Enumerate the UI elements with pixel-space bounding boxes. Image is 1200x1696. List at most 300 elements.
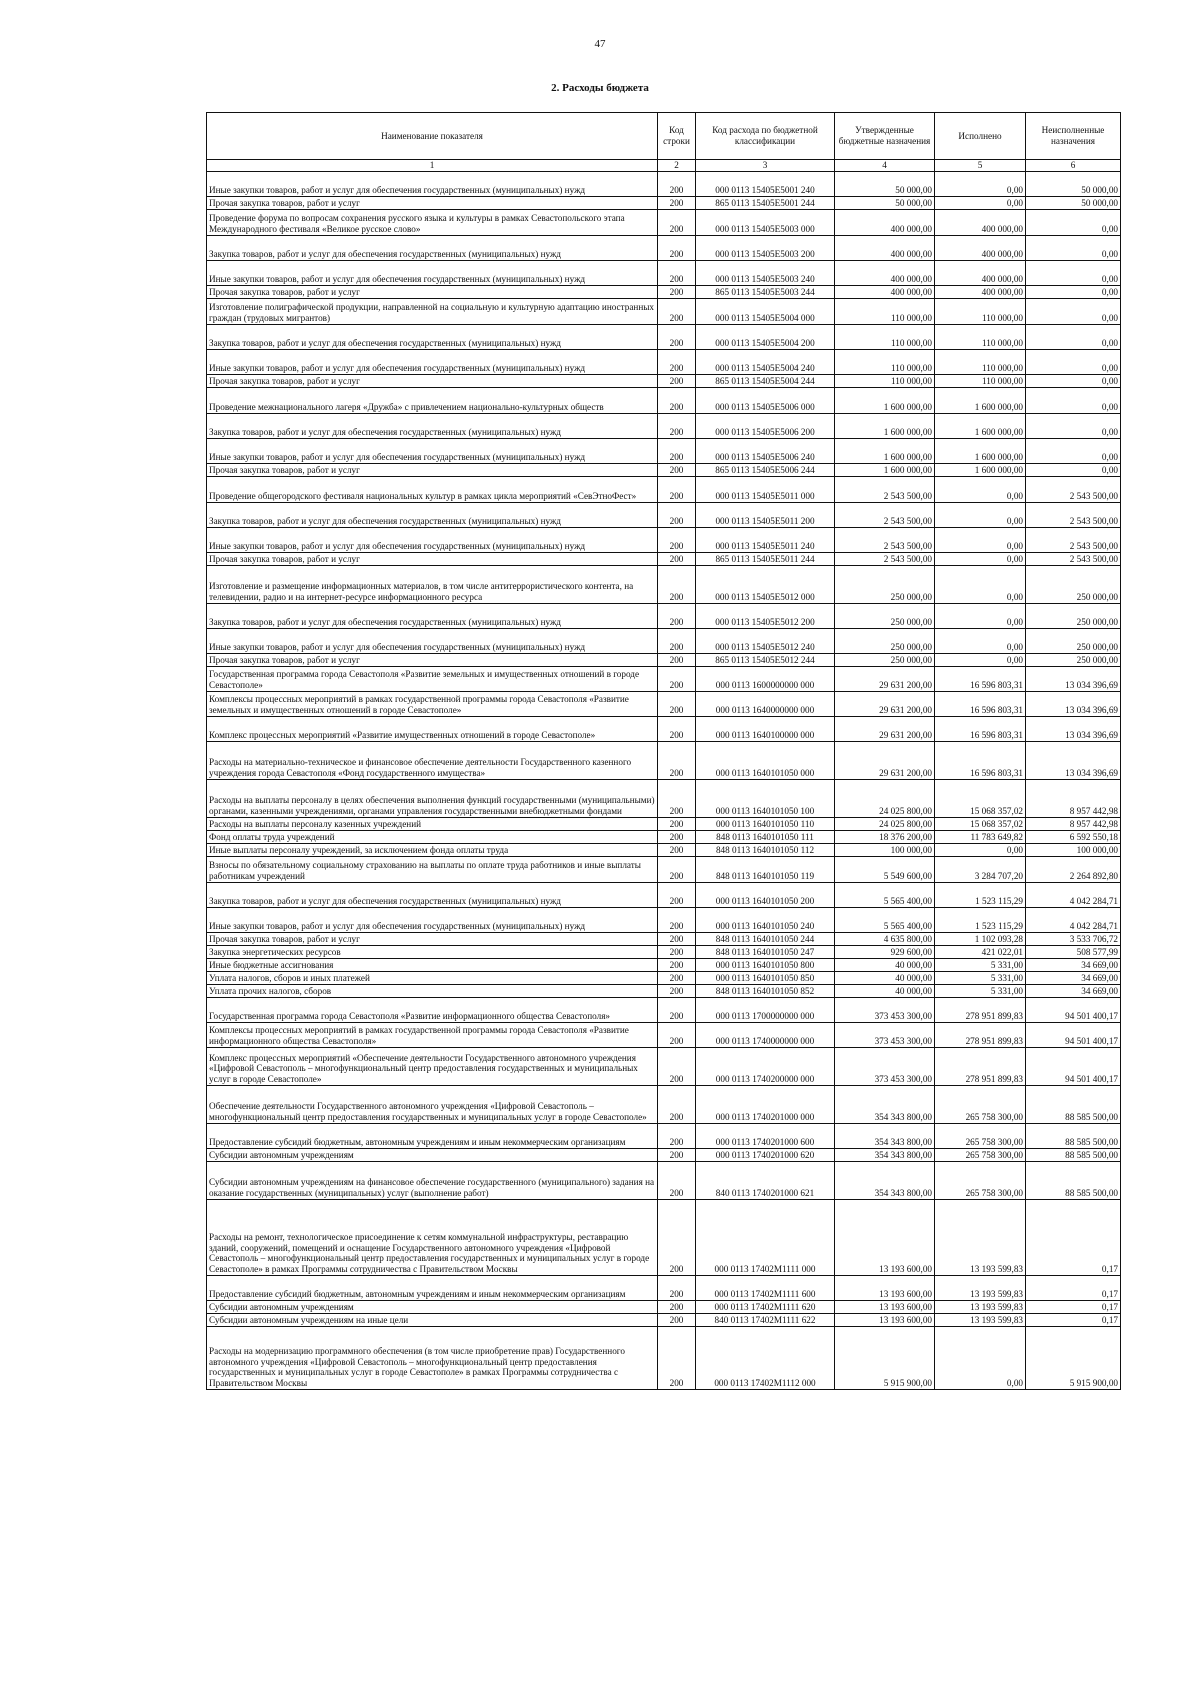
row-classification-code: 000 0113 17402M1111 620 [696, 1301, 835, 1314]
row-name: Закупка товаров, работ и услуг для обеспечения государственных (муниципальных) нужд [207, 414, 658, 439]
row-executed-amount: 400 000,00 [935, 286, 1026, 299]
row-line-code: 200 [658, 553, 696, 566]
row-approved-amount: 250 000,00 [835, 654, 935, 667]
table-row [207, 831, 1121, 844]
row-approved-amount: 2 543 500,00 [835, 477, 935, 503]
table-row [207, 742, 1121, 780]
row-name: Субсидии автономным учреждениям [207, 1149, 658, 1162]
row-approved-amount: 373 453 300,00 [835, 1048, 935, 1086]
table-row [207, 528, 1121, 553]
table-row [207, 503, 1121, 528]
column-number: 4 [835, 160, 935, 172]
row-name: Расходы на материально-техническое и финансовое обеспечение деятельности Государственного казенного учреждения города Севастополя «Фонд государственного имущества» [207, 742, 658, 780]
row-approved-amount: 354 343 800,00 [835, 1086, 935, 1124]
row-executed-amount: 400 000,00 [935, 210, 1026, 236]
table-row [207, 553, 1121, 566]
row-remaining-amount: 94 501 400,17 [1026, 1048, 1121, 1086]
table-header-row [207, 113, 1121, 160]
row-executed-amount: 5 331,00 [935, 985, 1026, 998]
table-row [207, 286, 1121, 299]
row-name: Проведение форума по вопросам сохранения русского языка и культуры в рамках Севастопольского этапа Международного фестиваля «Великое русское слово» [207, 210, 658, 236]
row-name: Проведение межнационального лагеря «Дружба» с привлечением национально-культурных обществ [207, 388, 658, 414]
row-remaining-amount: 0,00 [1026, 325, 1121, 350]
row-remaining-amount: 8 957 442,98 [1026, 818, 1121, 831]
row-remaining-amount: 34 669,00 [1026, 972, 1121, 985]
row-line-code: 200 [658, 172, 696, 197]
table-row [207, 1149, 1121, 1162]
row-classification-code: 000 0113 1640101050 850 [696, 972, 835, 985]
table-row [207, 959, 1121, 972]
row-executed-amount: 110 000,00 [935, 299, 1026, 325]
row-name: Изготовление полиграфической продукции, направленной на социальную и культурную адаптацию иностранных граждан (трудовых мигрантов) [207, 299, 658, 325]
row-remaining-amount: 88 585 500,00 [1026, 1124, 1121, 1149]
row-classification-code: 865 0113 15405E5001 244 [696, 197, 835, 210]
row-name: Иные закупки товаров, работ и услуг для обеспечения государственных (муниципальных) нужд [207, 629, 658, 654]
table-row [207, 1200, 1121, 1276]
row-remaining-amount: 50 000,00 [1026, 172, 1121, 197]
row-approved-amount: 29 631 200,00 [835, 742, 935, 780]
row-remaining-amount: 100 000,00 [1026, 844, 1121, 857]
column-number: 5 [935, 160, 1026, 172]
row-classification-code: 865 0113 15405E5004 244 [696, 375, 835, 388]
row-line-code: 200 [658, 1023, 696, 1048]
row-remaining-amount: 2 543 500,00 [1026, 528, 1121, 553]
row-executed-amount: 16 596 803,31 [935, 667, 1026, 692]
row-line-code: 200 [658, 844, 696, 857]
table-row [207, 717, 1121, 742]
column-number: 3 [696, 160, 835, 172]
row-line-code: 200 [658, 299, 696, 325]
row-classification-code: 000 0113 1740000000 000 [696, 1023, 835, 1048]
row-executed-amount: 16 596 803,31 [935, 742, 1026, 780]
row-approved-amount: 110 000,00 [835, 299, 935, 325]
row-line-code: 200 [658, 528, 696, 553]
row-approved-amount: 400 000,00 [835, 210, 935, 236]
table-row [207, 1276, 1121, 1301]
table-row [207, 350, 1121, 375]
row-executed-amount: 400 000,00 [935, 236, 1026, 261]
row-line-code: 200 [658, 972, 696, 985]
row-name: Комплексы процессных мероприятий в рамках государственной программы города Севастополя «Развитие информационного общества Севастополя» [207, 1023, 658, 1048]
row-approved-amount: 29 631 200,00 [835, 667, 935, 692]
row-line-code: 200 [658, 1314, 696, 1327]
row-name: Иные закупки товаров, работ и услуг для обеспечения государственных (муниципальных) нужд [207, 908, 658, 933]
row-line-code: 200 [658, 667, 696, 692]
row-name: Закупка товаров, работ и услуг для обеспечения государственных (муниципальных) нужд [207, 883, 658, 908]
row-remaining-amount: 13 034 396,69 [1026, 667, 1121, 692]
table-row [207, 998, 1121, 1023]
table-row [207, 604, 1121, 629]
row-remaining-amount: 13 034 396,69 [1026, 717, 1121, 742]
row-executed-amount: 0,00 [935, 172, 1026, 197]
row-approved-amount: 1 600 000,00 [835, 439, 935, 464]
column-number-row [207, 160, 1121, 172]
row-name: Уплата прочих налогов, сборов [207, 985, 658, 998]
table-row [207, 857, 1121, 883]
row-remaining-amount: 0,00 [1026, 286, 1121, 299]
header-executed-amount: Исполнено [935, 113, 1026, 160]
row-classification-code: 000 0113 1740201000 600 [696, 1124, 835, 1149]
row-executed-amount: 278 951 899,83 [935, 998, 1026, 1023]
row-name: Закупка товаров, работ и услуг для обеспечения государственных (муниципальных) нужд [207, 503, 658, 528]
row-executed-amount: 0,00 [935, 197, 1026, 210]
row-name: Расходы на модернизацию программного обеспечения (в том числе приобретение прав) Государственного автономного учреждения «Цифровой Севастополь – многофункциональный центр предоставления государственных и муниципальных услуг в городе Севастополе» в рамках Программы сотрудничества с Правительством Москвы [207, 1327, 658, 1390]
row-line-code: 200 [658, 464, 696, 477]
row-executed-amount: 0,00 [935, 629, 1026, 654]
row-approved-amount: 100 000,00 [835, 844, 935, 857]
row-approved-amount: 110 000,00 [835, 325, 935, 350]
row-approved-amount: 250 000,00 [835, 566, 935, 604]
row-name: Иные закупки товаров, работ и услуг для обеспечения государственных (муниципальных) нужд [207, 172, 658, 197]
row-classification-code: 000 0113 17402M1111 600 [696, 1276, 835, 1301]
column-number: 1 [207, 160, 658, 172]
row-classification-code: 000 0113 1600000000 000 [696, 667, 835, 692]
table-row [207, 780, 1121, 818]
table-row [207, 1314, 1121, 1327]
table-row [207, 844, 1121, 857]
row-executed-amount: 13 193 599,83 [935, 1301, 1026, 1314]
row-executed-amount: 1 600 000,00 [935, 439, 1026, 464]
row-line-code: 200 [658, 604, 696, 629]
row-classification-code: 000 0113 1640101050 800 [696, 959, 835, 972]
row-classification-code: 840 0113 1740201000 621 [696, 1162, 835, 1200]
row-classification-code: 000 0113 15405E5012 240 [696, 629, 835, 654]
row-line-code: 200 [658, 1276, 696, 1301]
row-classification-code: 000 0113 1740201000 000 [696, 1086, 835, 1124]
row-remaining-amount: 13 034 396,69 [1026, 692, 1121, 717]
row-remaining-amount: 2 264 892,80 [1026, 857, 1121, 883]
row-line-code: 200 [658, 946, 696, 959]
row-executed-amount: 13 193 599,83 [935, 1200, 1026, 1276]
row-classification-code: 000 0113 1640101050 240 [696, 908, 835, 933]
table-row [207, 1327, 1121, 1390]
table-row [207, 236, 1121, 261]
table-row [207, 172, 1121, 197]
row-line-code: 200 [658, 439, 696, 464]
row-executed-amount: 265 758 300,00 [935, 1086, 1026, 1124]
column-number: 2 [658, 160, 696, 172]
header-remaining-amount: Неисполненные назначения [1026, 113, 1121, 160]
row-remaining-amount: 13 034 396,69 [1026, 742, 1121, 780]
table-row [207, 388, 1121, 414]
row-approved-amount: 5 915 900,00 [835, 1327, 935, 1390]
row-line-code: 200 [658, 654, 696, 667]
row-remaining-amount: 8 957 442,98 [1026, 780, 1121, 818]
row-approved-amount: 5 565 400,00 [835, 908, 935, 933]
table-row [207, 261, 1121, 286]
row-line-code: 200 [658, 197, 696, 210]
row-line-code: 200 [658, 1301, 696, 1314]
row-line-code: 200 [658, 210, 696, 236]
header-approved-amount: Утвержденные бюджетные назначения [835, 113, 935, 160]
row-name: Расходы на выплаты персоналу в целях обеспечения выполнения функций государственными (муниципальными) органами, казенными учреждениями, органами управления государственными внебюджетными фондами [207, 780, 658, 818]
row-executed-amount: 0,00 [935, 844, 1026, 857]
row-remaining-amount: 34 669,00 [1026, 985, 1121, 998]
row-classification-code: 000 0113 1740200000 000 [696, 1048, 835, 1086]
row-executed-amount: 0,00 [935, 566, 1026, 604]
header-classification-code: Код расхода по бюджетной классификации [696, 113, 835, 160]
row-classification-code: 848 0113 1640101050 111 [696, 831, 835, 844]
row-executed-amount: 265 758 300,00 [935, 1162, 1026, 1200]
table-row [207, 629, 1121, 654]
row-remaining-amount: 4 042 284,71 [1026, 883, 1121, 908]
row-executed-amount: 16 596 803,31 [935, 692, 1026, 717]
table-row [207, 1086, 1121, 1124]
row-remaining-amount: 0,17 [1026, 1314, 1121, 1327]
row-remaining-amount: 508 577,99 [1026, 946, 1121, 959]
row-executed-amount: 1 600 000,00 [935, 464, 1026, 477]
table-row [207, 566, 1121, 604]
row-approved-amount: 13 193 600,00 [835, 1314, 935, 1327]
row-executed-amount: 1 600 000,00 [935, 388, 1026, 414]
table-row [207, 1124, 1121, 1149]
row-approved-amount: 24 025 800,00 [835, 780, 935, 818]
row-classification-code: 000 0113 1640101050 110 [696, 818, 835, 831]
row-name: Иные бюджетные ассигнования [207, 959, 658, 972]
row-name: Фонд оплаты труда учреждений [207, 831, 658, 844]
row-line-code: 200 [658, 1327, 696, 1390]
row-approved-amount: 50 000,00 [835, 172, 935, 197]
row-line-code: 200 [658, 908, 696, 933]
row-approved-amount: 2 543 500,00 [835, 503, 935, 528]
row-classification-code: 848 0113 1640101050 112 [696, 844, 835, 857]
row-classification-code: 000 0113 15405E5006 200 [696, 414, 835, 439]
row-executed-amount: 0,00 [935, 477, 1026, 503]
row-remaining-amount: 94 501 400,17 [1026, 998, 1121, 1023]
row-remaining-amount: 0,00 [1026, 350, 1121, 375]
row-name: Комплекс процессных мероприятий «Развитие имущественных отношений в городе Севастополе» [207, 717, 658, 742]
table-row [207, 1048, 1121, 1086]
row-line-code: 200 [658, 629, 696, 654]
row-remaining-amount: 88 585 500,00 [1026, 1086, 1121, 1124]
row-classification-code: 848 0113 1640101050 244 [696, 933, 835, 946]
table-row [207, 667, 1121, 692]
row-remaining-amount: 0,00 [1026, 236, 1121, 261]
row-approved-amount: 29 631 200,00 [835, 717, 935, 742]
row-line-code: 200 [658, 857, 696, 883]
row-executed-amount: 0,00 [935, 553, 1026, 566]
row-name: Иные закупки товаров, работ и услуг для обеспечения государственных (муниципальных) нужд [207, 439, 658, 464]
row-executed-amount: 1 102 093,28 [935, 933, 1026, 946]
row-executed-amount: 1 600 000,00 [935, 414, 1026, 439]
table-row [207, 299, 1121, 325]
section-title: 2. Расходы бюджета [551, 82, 649, 94]
row-remaining-amount: 250 000,00 [1026, 629, 1121, 654]
row-executed-amount: 0,00 [935, 654, 1026, 667]
row-name: Предоставление субсидий бюджетным, автономным учреждениям и иным некоммерческим организациям [207, 1124, 658, 1149]
row-name: Прочая закупка товаров, работ и услуг [207, 464, 658, 477]
table-row [207, 985, 1121, 998]
row-remaining-amount: 0,17 [1026, 1200, 1121, 1276]
row-executed-amount: 15 068 357,02 [935, 818, 1026, 831]
row-classification-code: 000 0113 15405E5001 240 [696, 172, 835, 197]
table-body [207, 172, 1121, 1390]
row-classification-code: 000 0113 1700000000 000 [696, 998, 835, 1023]
row-line-code: 200 [658, 692, 696, 717]
row-remaining-amount: 0,00 [1026, 299, 1121, 325]
row-approved-amount: 110 000,00 [835, 375, 935, 388]
table-row [207, 972, 1121, 985]
row-line-code: 200 [658, 1124, 696, 1149]
row-line-code: 200 [658, 1200, 696, 1276]
table-row [207, 1162, 1121, 1200]
row-classification-code: 000 0113 15405E5004 240 [696, 350, 835, 375]
row-classification-code: 000 0113 15405E5011 240 [696, 528, 835, 553]
row-executed-amount: 400 000,00 [935, 261, 1026, 286]
row-executed-amount: 1 523 115,29 [935, 883, 1026, 908]
table-row [207, 375, 1121, 388]
row-line-code: 200 [658, 742, 696, 780]
header-indicator-name: Наименование показателя [207, 113, 658, 160]
row-approved-amount: 40 000,00 [835, 959, 935, 972]
row-name: Комплексы процессных мероприятий в рамках государственной программы города Севастополя «Развитие земельных и имущественных отношений в городе Севастополе» [207, 692, 658, 717]
row-line-code: 200 [658, 477, 696, 503]
row-line-code: 200 [658, 959, 696, 972]
row-remaining-amount: 2 543 500,00 [1026, 503, 1121, 528]
row-classification-code: 000 0113 15405E5004 000 [696, 299, 835, 325]
row-line-code: 200 [658, 388, 696, 414]
row-name: Проведение общегородского фестиваля национальных культур в рамках цикла мероприятий «СевЭтноФест» [207, 477, 658, 503]
row-name: Субсидии автономным учреждениям на финансовое обеспечение государственного (муниципального) задания на оказание государственных (муниципальных) услуг (выполнение работ) [207, 1162, 658, 1200]
row-classification-code: 848 0113 1640101050 247 [696, 946, 835, 959]
row-classification-code: 000 0113 15405E5006 240 [696, 439, 835, 464]
row-approved-amount: 110 000,00 [835, 350, 935, 375]
page-number: 47 [594, 38, 606, 50]
row-remaining-amount: 50 000,00 [1026, 197, 1121, 210]
row-remaining-amount: 250 000,00 [1026, 654, 1121, 667]
row-classification-code: 000 0113 15405E5003 000 [696, 210, 835, 236]
row-executed-amount: 15 068 357,02 [935, 780, 1026, 818]
row-remaining-amount: 0,00 [1026, 388, 1121, 414]
row-remaining-amount: 0,00 [1026, 414, 1121, 439]
row-line-code: 200 [658, 883, 696, 908]
row-name: Уплата налогов, сборов и иных платежей [207, 972, 658, 985]
table-row [207, 692, 1121, 717]
row-remaining-amount: 94 501 400,17 [1026, 1023, 1121, 1048]
table-row [207, 1301, 1121, 1314]
row-name: Предоставление субсидий бюджетным, автономным учреждениям и иным некоммерческим организациям [207, 1276, 658, 1301]
table-row [207, 325, 1121, 350]
row-line-code: 200 [658, 1162, 696, 1200]
row-name: Государственная программа города Севастополя «Развитие информационного общества Севастополя» [207, 998, 658, 1023]
row-classification-code: 000 0113 1740201000 620 [696, 1149, 835, 1162]
row-line-code: 200 [658, 1149, 696, 1162]
row-executed-amount: 421 022,01 [935, 946, 1026, 959]
row-line-code: 200 [658, 375, 696, 388]
row-classification-code: 000 0113 15405E5012 200 [696, 604, 835, 629]
row-remaining-amount: 0,00 [1026, 439, 1121, 464]
row-line-code: 200 [658, 414, 696, 439]
row-classification-code: 848 0113 1640101050 852 [696, 985, 835, 998]
row-executed-amount: 13 193 599,83 [935, 1314, 1026, 1327]
row-line-code: 200 [658, 325, 696, 350]
row-remaining-amount: 5 915 900,00 [1026, 1327, 1121, 1390]
row-approved-amount: 400 000,00 [835, 236, 935, 261]
row-line-code: 200 [658, 1086, 696, 1124]
row-remaining-amount: 0,00 [1026, 261, 1121, 286]
row-name: Субсидии автономным учреждениям [207, 1301, 658, 1314]
row-line-code: 200 [658, 985, 696, 998]
row-classification-code: 865 0113 15405E5003 244 [696, 286, 835, 299]
row-classification-code: 000 0113 1640101050 000 [696, 742, 835, 780]
column-number: 6 [1026, 160, 1121, 172]
row-approved-amount: 50 000,00 [835, 197, 935, 210]
row-approved-amount: 400 000,00 [835, 261, 935, 286]
table-row [207, 414, 1121, 439]
row-classification-code: 848 0113 1640101050 119 [696, 857, 835, 883]
row-name: Комплекс процессных мероприятий «Обеспечение деятельности Государственного автономного учреждения «Цифровой Севастополь – многофункциональный центр предоставления государственных и муниципальных услуг в городе Севастополе» [207, 1048, 658, 1086]
row-approved-amount: 400 000,00 [835, 286, 935, 299]
row-approved-amount: 250 000,00 [835, 604, 935, 629]
row-approved-amount: 13 193 600,00 [835, 1301, 935, 1314]
row-executed-amount: 16 596 803,31 [935, 717, 1026, 742]
row-line-code: 200 [658, 818, 696, 831]
row-classification-code: 000 0113 1640000000 000 [696, 692, 835, 717]
row-executed-amount: 11 783 649,82 [935, 831, 1026, 844]
row-approved-amount: 1 600 000,00 [835, 464, 935, 477]
row-line-code: 200 [658, 831, 696, 844]
row-approved-amount: 1 600 000,00 [835, 388, 935, 414]
row-remaining-amount: 0,00 [1026, 464, 1121, 477]
row-name: Иные закупки товаров, работ и услуг для обеспечения государственных (муниципальных) нужд [207, 528, 658, 553]
row-name: Закупка товаров, работ и услуг для обеспечения государственных (муниципальных) нужд [207, 325, 658, 350]
row-executed-amount: 110 000,00 [935, 375, 1026, 388]
row-name: Иные выплаты персоналу учреждений, за исключением фонда оплаты труда [207, 844, 658, 857]
row-approved-amount: 250 000,00 [835, 629, 935, 654]
row-approved-amount: 13 193 600,00 [835, 1200, 935, 1276]
table-row [207, 477, 1121, 503]
row-remaining-amount: 0,17 [1026, 1276, 1121, 1301]
row-executed-amount: 0,00 [935, 528, 1026, 553]
row-name: Закупка товаров, работ и услуг для обеспечения государственных (муниципальных) нужд [207, 236, 658, 261]
row-line-code: 200 [658, 717, 696, 742]
row-approved-amount: 2 543 500,00 [835, 528, 935, 553]
row-executed-amount: 265 758 300,00 [935, 1149, 1026, 1162]
row-approved-amount: 354 343 800,00 [835, 1124, 935, 1149]
table-row [207, 439, 1121, 464]
row-approved-amount: 354 343 800,00 [835, 1149, 935, 1162]
row-executed-amount: 5 331,00 [935, 959, 1026, 972]
row-classification-code: 000 0113 17402M1112 000 [696, 1327, 835, 1390]
row-classification-code: 865 0113 15405E5006 244 [696, 464, 835, 477]
row-classification-code: 000 0113 1640101050 200 [696, 883, 835, 908]
header-line-code: Код строки [658, 113, 696, 160]
table-row [207, 946, 1121, 959]
row-classification-code: 000 0113 1640100000 000 [696, 717, 835, 742]
table-row [207, 464, 1121, 477]
row-classification-code: 840 0113 17402M1111 622 [696, 1314, 835, 1327]
table-row [207, 908, 1121, 933]
row-classification-code: 865 0113 15405E5011 244 [696, 553, 835, 566]
row-name: Прочая закупка товаров, работ и услуг [207, 286, 658, 299]
row-executed-amount: 3 284 707,20 [935, 857, 1026, 883]
row-approved-amount: 13 193 600,00 [835, 1276, 935, 1301]
row-name: Расходы на ремонт, технологическое присоединение к сетям коммунальной инфраструктуры, реставрацию зданий, сооружений, помещений и оснащение Государственного автономного учреждения «Цифровой Севастополь – многофункциональный центр предоставления государственных и муниципальных услуг в городе Севастополе» в рамках Программы сотрудничества с Правительством Москвы [207, 1200, 658, 1276]
table-row [207, 1023, 1121, 1048]
row-remaining-amount: 4 042 284,71 [1026, 908, 1121, 933]
row-approved-amount: 24 025 800,00 [835, 818, 935, 831]
row-executed-amount: 0,00 [935, 604, 1026, 629]
row-classification-code: 000 0113 15405E5006 000 [696, 388, 835, 414]
row-line-code: 200 [658, 261, 696, 286]
row-classification-code: 000 0113 15405E5003 240 [696, 261, 835, 286]
row-approved-amount: 354 343 800,00 [835, 1162, 935, 1200]
row-line-code: 200 [658, 566, 696, 604]
row-name: Иные закупки товаров, работ и услуг для обеспечения государственных (муниципальных) нужд [207, 350, 658, 375]
row-approved-amount: 929 600,00 [835, 946, 935, 959]
table-row [207, 210, 1121, 236]
row-remaining-amount: 250 000,00 [1026, 604, 1121, 629]
